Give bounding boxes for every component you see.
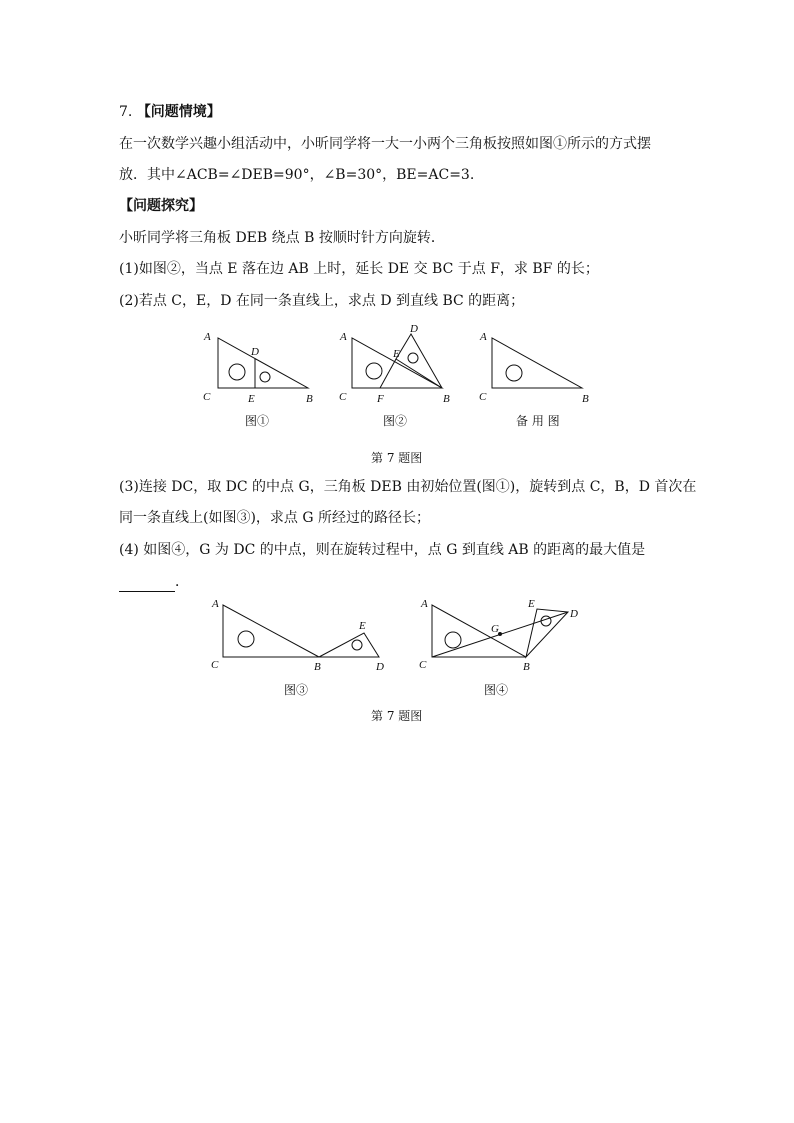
fig2-label-f: F [377, 393, 384, 405]
fig4-label-a: A [421, 598, 428, 610]
question-2: (2)若点 C，E，D 在同一条直线上，求点 D 到直线 BC 的距离； [119, 293, 525, 309]
fig1-large-hole [229, 364, 245, 380]
explore-intro: 小昕同学将三角板 DEB 绕点 B 按顺时针方向旋转． [119, 230, 445, 246]
figure-2 [339, 323, 450, 405]
figure-3 [211, 598, 384, 673]
question-4: (4) 如图④，G 为 DC 的中点，则在旋转过程中，点 G 到直线 AB 的距离的最大值是 [119, 542, 646, 558]
fig3-label-d: D [376, 661, 384, 673]
fig2-label-b: B [443, 393, 450, 405]
intro-line-2: 放．其中∠ACB=∠DEB=90°，∠B=30°，BE=AC=3. [119, 167, 475, 183]
fig1-caption: 图① [245, 414, 270, 428]
intro-line-1: 在一次数学兴趣小组活动中，小昕同学将一大一小两个三角板按照如图①所示的方式摆 [119, 136, 651, 152]
fig4-label-c: C [419, 659, 427, 671]
fig1-label-e: E [248, 393, 255, 405]
fig4-label-d: D [570, 608, 578, 620]
fig2-caption: 图② [383, 414, 408, 428]
fig4-label-e: E [528, 598, 535, 610]
fig2-label-e: E [393, 348, 400, 360]
fig2-small-hole [408, 353, 418, 363]
figure-1 [203, 331, 313, 405]
fig4-label-g: G [491, 623, 499, 635]
answer-end: ． [175, 574, 189, 590]
fig1-label-a: A [204, 331, 211, 343]
figure-spare [479, 331, 589, 405]
section-situation: 【问题情境】 [136, 104, 221, 120]
spare-label-b: B [582, 393, 589, 405]
top-group-caption: 第 7 题图 [371, 451, 423, 465]
spare-label-c: C [479, 391, 487, 403]
problem-number: 7. [119, 104, 133, 120]
fig3-label-b: B [314, 661, 321, 673]
fig4-small-hole [541, 616, 551, 626]
spare-label-a: A [480, 331, 487, 343]
fig3-small-hole [352, 640, 362, 650]
fig2-triangle-abc [352, 338, 442, 388]
fig1-label-c: C [203, 391, 211, 403]
fig1-small-hole [260, 372, 270, 382]
fig2-label-c: C [339, 391, 347, 403]
fig3-label-a: A [212, 598, 219, 610]
fig1-label-b: B [306, 393, 313, 405]
fig2-label-d: D [410, 323, 418, 335]
figure-4 [419, 598, 578, 673]
bottom-group-caption: 第 7 题图 [371, 709, 423, 723]
fig4-label-b: B [523, 661, 530, 673]
fig2-triangle-deb [396, 334, 442, 388]
fig1-label-d: D [251, 346, 259, 358]
fig2-segment-ef [380, 359, 396, 388]
spare-triangle-abc [492, 338, 582, 388]
question-3-line-2: 同一条直线上(如图③)，求点 G 所经过的路径长； [119, 510, 431, 526]
spare-hole [506, 365, 522, 381]
question-3-line-1: (3)连接 DC，取 DC 的中点 G，三角板 DEB 由初始位置(图①)，旋转到点 C，B，D 首次在 [119, 479, 697, 495]
fig4-large-hole [445, 632, 461, 648]
fig4-caption: 图④ [484, 683, 509, 697]
fig3-caption: 图③ [284, 683, 309, 697]
spare-caption: 备 用 图 [516, 414, 560, 428]
fig3-large-hole [238, 631, 254, 647]
fig3-label-e: E [359, 620, 366, 632]
fig3-triangle-abc [223, 605, 319, 657]
fig2-large-hole [366, 363, 382, 379]
fig3-triangle-deb [319, 633, 379, 657]
question-1: (1)如图②，当点 E 落在边 AB 上时，延长 DE 交 BC 于点 F，求 BF 的长； [119, 261, 599, 277]
fig3-label-c: C [211, 659, 219, 671]
fig1-triangle-abc [218, 338, 308, 388]
fig2-label-a: A [340, 331, 347, 343]
section-explore: 【问题探究】 [119, 198, 203, 214]
